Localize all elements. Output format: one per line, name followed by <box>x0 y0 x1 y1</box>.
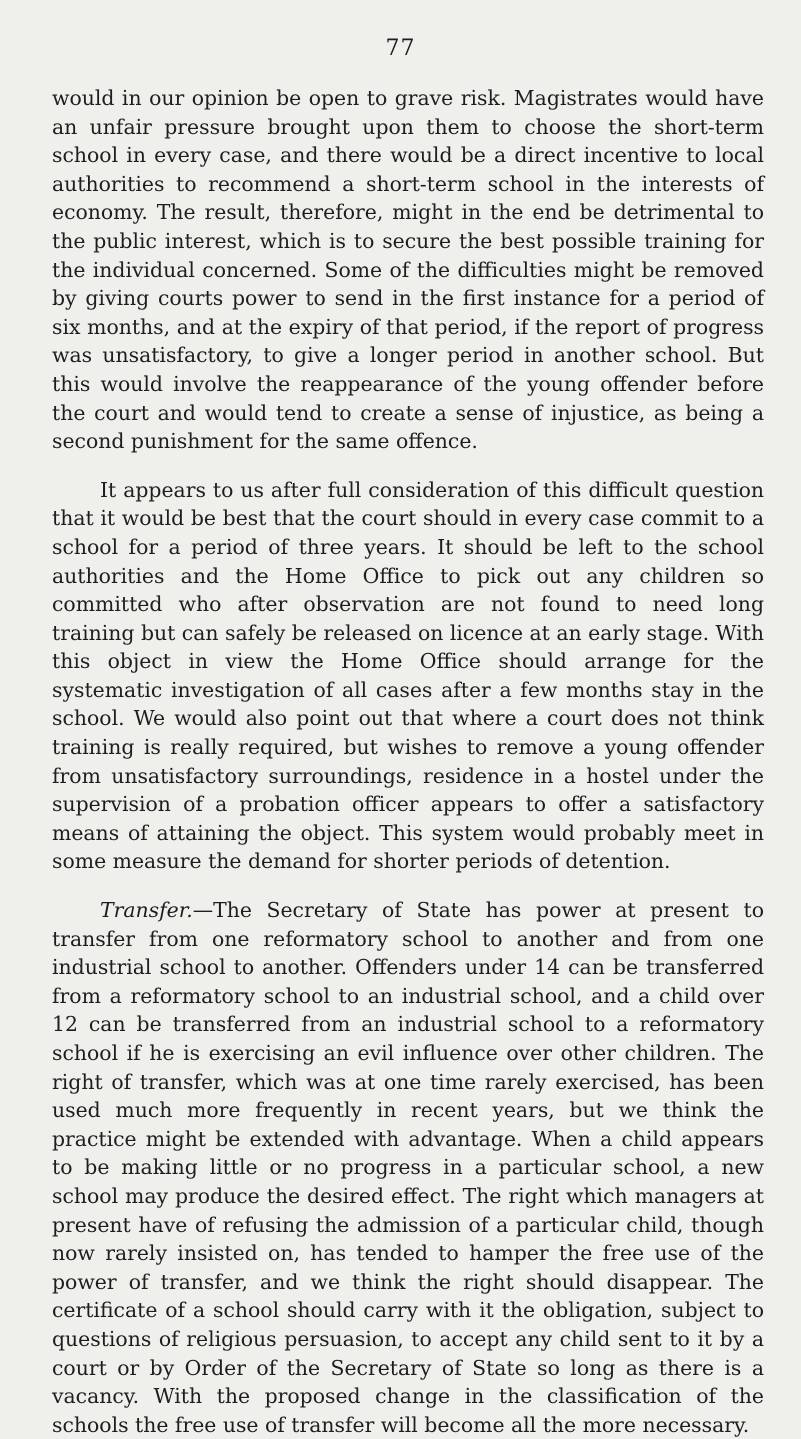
paragraph-1-text: would in our opinion be open to grave risk. Magistrates would have an unfair pressure brought upon them to choose the short-term school in every case, and there would be a direct incentive to local authorities to recommend a short-term school in the interests of economy. The result, therefore, might in the end be detrimental to the public interest, which is to secure the best possible training for the individual concerned. Some of the difficulties might be removed by giving courts power to send in the first instance for a period of six months, and at the expiry of that period, if the report of progress was unsatisfactory, to give a longer period in another school. But this would involve the reappearance of the young offender before the court and would tend to create a sense of injustice, as being a second punishment for the same offence. <box>52 86 764 454</box>
text-body <box>52 84 764 1439</box>
paragraph-3 <box>52 896 764 1439</box>
section-heading-transfer: Transfer. <box>100 898 193 923</box>
paragraph-2 <box>52 476 764 876</box>
paragraph-1 <box>52 84 764 456</box>
paragraph-3-text: —The Secretary of State has power at present to transfer from one reformatory school to another and from one industrial school to another. Offenders under 14 can be transferred from a reformatory school to an industrial school, and a child over 12 can be transferred from an industrial school to a reformatory school if he is exercising an evil influence over other children. The right of transfer, which was at one time rarely exercised, has been used much more frequently in recent years, but we think the practice might be extended with advantage. When a child appears to be making little or no progress in a particular school, a new school may produce the desired effect. The right which managers at present have of refusing the admission of a particular child, though now rarely insisted on, has tended to hamper the free use of the power of transfer, and we think the right should disappear. The certificate of a school should carry with it the obligation, subject to questions of religious persuasion, to accept any child sent to it by a court or by Order of the Secretary of State so long as there is a vacancy. With the proposed change in the classification of the schools the free use of transfer will become all the more necessary. <box>52 898 764 1437</box>
paragraph-2-text: It appears to us after full consideration of this difficult question that it would be best that the court should in every case commit to a school for a period of three years. It should be left to the school authorities and the Home Office to pick out any children so committed who after observation are not found to need long training but can safely be released on licence at an early stage. With this object in view the Home Office should arrange for the systematic investigation of all cases after a few months stay in the school. We would also point out that where a court does not think training is really required, but wishes to remove a young offender from unsatisfactory surroundings, residence in a hostel under the supervision of a probation officer appears to offer a satisfactory means of attaining the object. This system would probably meet in some measure the demand for shorter periods of detention. <box>52 477 764 874</box>
page-number: 77 <box>385 36 416 61</box>
